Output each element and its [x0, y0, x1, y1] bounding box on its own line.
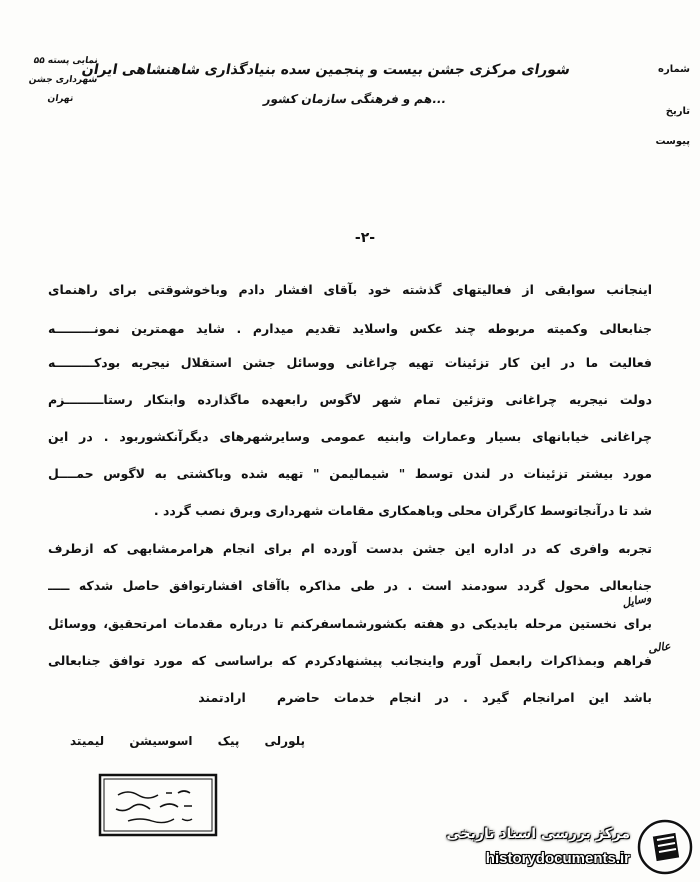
stamp-icon: [98, 773, 218, 837]
watermark-website: historydocuments.ir: [485, 850, 630, 867]
letterhead-title: شورای مرکزی جشن بیست و پنجمین سده بنیادگذاری شاهنشاهی ایران: [80, 62, 572, 78]
closing-word: ارادتمند: [198, 690, 246, 705]
body-line: چراغانی خیابانهای بسیار وعمارات وابنیه عمومی وسایرشهرهای دیگرآنکشوربود . در این: [48, 429, 652, 444]
body-line: تجربه وافری که در اداره این جشن بدست آورده ام برای انجام هرامرمشابهی که ازطرف: [48, 541, 652, 556]
letterhead-contact-line: تهران: [46, 94, 74, 104]
letterhead-contact-block: [14, 52, 112, 109]
handwritten-note: عالی: [647, 639, 672, 656]
body-line-final: باشد این امرانجام گیرد . در انجام خدمات حاضرم: [277, 690, 652, 705]
letterhead-subtitle: ...هم و فرهنگی سازمان کشور: [262, 92, 448, 106]
handwritten-note: وسایل: [620, 591, 653, 610]
body-line: جنابعالی محول گردد سودمند است . در طی مذاکره باآقای افشارتوافق حاصل شدکه ـــــ: [48, 578, 652, 593]
body-line: فعالیت ما در این کار تزئینات تهیه چراغانی ووسائل جشن استقلال نیجریه بودکـــــــــه: [48, 355, 652, 370]
body-line: دولت نیجریه چراغانی وتزئین تمام شهر لاگوس رابعهده ماگذارده وابتکار رستاـــــــــزم: [48, 392, 652, 407]
page-number: -۲-: [354, 230, 376, 246]
watermark-organization: مرکز بررسی اسناد تاریخی: [446, 826, 630, 842]
signature-company: پلورلی پیک اسوسیشن لیمیتد: [70, 734, 305, 748]
body-line: مورد بیشتر تزئینات در لندن توسط " شیمالیمن " تهیه شده وباکشتی به لاگوس حمــــل: [48, 466, 652, 481]
body-line: جنابعالی وکمیته مربوطه چند عکس واسلاید تقدیم میدارم . شاید مهمترین نمونـــــــــه: [48, 321, 652, 336]
body-line: شد تا درآنجاتوسط کارگران محلی وباهمکاری مقامات شهرداری وبرق نصب گردد .: [153, 503, 652, 518]
label-attachment: پیوست: [655, 136, 690, 147]
letterhead-contact-line: شهرداری جشن: [28, 75, 98, 85]
label-number: شماره: [658, 64, 690, 75]
body-line: برای نخستین مرحله بایدیکی دو هفته بکشورشماسفرکنم تا درباره مقدمات امرتحقیق، ووسائل: [48, 616, 652, 631]
letterhead-reference-labels: [650, 64, 690, 154]
letterhead-contact-line: نمایی پسته ۵۵: [32, 56, 99, 66]
body-line: فراهم وبمذاکرات رابعمل آورم واینجانب پیشنهادکردم که براساسی که مورد توافق جنابعالی: [48, 653, 652, 668]
label-date: تاریخ: [665, 106, 690, 117]
body-line: اینجانب سوابقی از فعالیتهای گذشته خود بآقای افشار دادم وباخوشوقتی برای راهنمای: [48, 282, 652, 297]
archive-logo-icon: [636, 818, 694, 876]
